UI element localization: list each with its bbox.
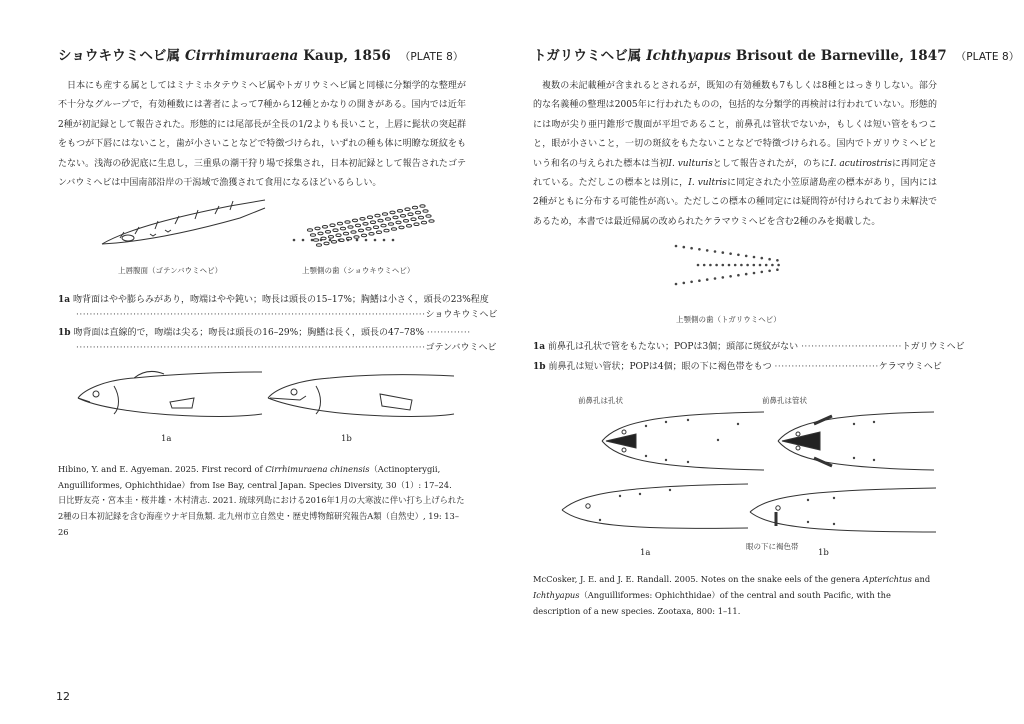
right-reference-1-pre: McCosker, J. E. and J. E. Randall. 2005. Notes on the snake eels of the genera	[533, 574, 863, 584]
tooth-mark	[745, 273, 748, 276]
left-reference-1-post: （Actinopterygii, Anguilliformes, Ophichthidae）from Ise Bay, central Japan. Species Diversity, 30（1）: 17–24.	[58, 464, 452, 490]
right-intro-species-2: I. acutirostris	[830, 158, 892, 169]
left-reference-1-ital: Cirrhimuraena chinensis	[265, 464, 370, 474]
tooth-mark	[343, 232, 348, 235]
upper-jaw-teeth-illustration	[290, 200, 440, 250]
right-heading	[533, 44, 1019, 64]
tooth-mark	[768, 258, 771, 261]
left-heading-plate: （PLATE 8）	[399, 51, 464, 63]
tooth-mark	[761, 257, 764, 260]
right-heading-genus: Ichthyapus	[646, 48, 732, 64]
left-intro: 日本にも産する属としてはミナミホタテウミヘビ属やトガリウミヘビ属と同様に分類学的な整理が不十分なグループで，有効種数には著者によって7種から12種とかなりの開きがある。国内では近年2種が初記録として報告された。形態的には尾部長が全長の1/2よりも長いこと，上唇に髭状の突起群をもつが下唇にはないこと，歯が小さいことなどで特徴づけられ，いずれの種も体に明瞭な斑紋をもたない。浅海の砂泥底に生息し，三重県の潮干狩り場で採集され，日本初記録として報告されたゴテンバウミヘビは中国南部沿岸の干潟域で漁獲されて食用になるほどいるらしい。	[58, 81, 466, 189]
tooth-mark	[315, 227, 320, 230]
tooth-mark	[403, 220, 408, 223]
tooth-mark	[698, 279, 701, 282]
tooth-mark	[737, 254, 740, 257]
right-reference-1-mid: and	[911, 574, 931, 584]
left-reference-2: 日比野友亮・宮本圭・桜井雄・木村清志. 2021. 琉球列島における2016年1月の大寒波に伴い打ち上げられた2種の日本初記録を含む海産ウナギ目魚類. 北九州市立自然史・歴史博物館研究報告A類（自然史）, 19: 13–26	[58, 495, 465, 537]
head-1a-lateral-illustration	[560, 480, 750, 540]
left-key-1b-name: ゴテンバウミヘビ	[425, 343, 497, 353]
tooth-mark	[307, 229, 312, 232]
tooth-mark	[391, 228, 396, 231]
left-fig-label-1b: 1b	[341, 434, 352, 444]
tooth-mark	[363, 223, 368, 226]
eel-1a-illustration	[74, 362, 264, 424]
tooth-mark	[302, 239, 305, 242]
right-key-1b-id: 1b	[533, 362, 546, 372]
upper-lip-illustration	[100, 198, 270, 253]
tooth-mark	[675, 245, 678, 248]
tooth-mark	[697, 264, 700, 267]
tooth-mark	[761, 271, 764, 274]
tooth-mark	[706, 278, 709, 281]
tooth-mark	[405, 208, 410, 211]
tooth-mark	[399, 226, 404, 229]
left-reference-1	[58, 462, 468, 494]
eel-1b-illustration	[266, 362, 456, 424]
tooth-mark	[734, 264, 737, 267]
tooth-mark	[322, 226, 327, 229]
tooth-mark	[388, 223, 393, 226]
right-intro-mid-1: として報告されたが，のちに	[712, 158, 831, 169]
tooth-mark	[753, 256, 756, 259]
tooth-mark	[313, 239, 318, 242]
tooth-mark	[706, 249, 709, 252]
tooth-mark	[737, 274, 740, 277]
left-key-1b-line2: ········································································································ゴテンバウミヘビ	[76, 343, 497, 353]
tooth-mark	[698, 248, 701, 251]
tooth-mark	[714, 250, 717, 253]
right-key-1a-id: 1a	[533, 342, 546, 352]
tooth-mark	[714, 277, 717, 280]
tooth-mark	[325, 231, 330, 234]
tooth-mark	[390, 211, 395, 214]
tooth-mark	[367, 216, 372, 219]
tooth-mark	[330, 224, 335, 227]
tooth-mark	[421, 221, 426, 224]
tooth-mark	[352, 219, 357, 222]
right-intro	[533, 77, 937, 232]
tooth-mark	[776, 259, 779, 262]
tooth-mark	[690, 247, 693, 250]
tooth-mark	[414, 223, 419, 226]
tooth-mark	[318, 232, 323, 235]
tooth-mark	[378, 219, 383, 222]
right-key-1a-name: トガリウミヘビ	[901, 342, 965, 352]
right-key-1b-text: 前鼻孔は短い管状；POPは4個；眼の下に褐色帯をもつ	[548, 362, 772, 372]
left-heading-genus: Cirrhimuraena	[184, 48, 299, 64]
left-heading-jp: ショウキウミヘビ属	[58, 48, 181, 64]
annotation-nostril-tube: 前鼻孔は管状	[762, 396, 807, 405]
tooth-mark	[381, 224, 386, 227]
tooth-mark	[331, 241, 336, 244]
tooth-mark	[728, 264, 731, 267]
tooth-mark	[683, 246, 686, 249]
tooth-mark	[703, 264, 706, 267]
tooth-mark	[777, 264, 780, 267]
tooth-mark	[360, 218, 365, 221]
tooth-mark	[411, 218, 416, 221]
right-fig-label-1b: 1b	[818, 548, 829, 558]
tooth-mark	[740, 264, 743, 267]
tooth-mark	[393, 216, 398, 219]
tooth-mark	[426, 215, 431, 218]
tooth-mark	[715, 264, 718, 267]
right-intro-pre: 複数の未記載種が含まれるとされるが，既知の有効種数も7もしくは8種とはっきりしない。部分的な名義種の整理は2005年に行われたものの，包括的な分類学的再検討は行われていない。形態的には吻が尖り亜円錐形で腹面が平坦であること，前鼻孔は管状でないか，もしくは短い管をもつこと，眼が小さいこと，一切の斑紋をもたないことなどで特徴づけられる。国内でトガリウミヘビという和名の与えられた標本は当初	[533, 81, 937, 169]
tooth-mark	[722, 264, 725, 267]
right-heading-plate: （PLATE 8）	[955, 51, 1020, 63]
tooth-mark	[311, 239, 314, 242]
tooth-mark	[365, 239, 368, 242]
annotation-brown-band: 眼の下に褐色帯	[746, 542, 799, 551]
tooth-mark	[354, 236, 359, 239]
left-key-1b-text: 吻背面は直線的で，吻端は尖る；吻長は頭長の16–29%；胸鰭は長く，頭長の47–78%	[73, 328, 424, 338]
tooth-mark	[729, 275, 732, 278]
tooth-mark	[683, 282, 686, 285]
tooth-mark	[675, 283, 678, 286]
head-1b-dorsal-illustration	[774, 410, 944, 472]
left-fig-label-1a: 1a	[161, 434, 172, 444]
right-reference-1	[533, 572, 938, 619]
tooth-mark	[373, 226, 378, 229]
tooth-mark	[722, 276, 725, 279]
tooth-mark	[765, 264, 768, 267]
right-key-1a-text: 前鼻孔は孔状で管をもたない；POPは3個；頭部に斑紋がない	[547, 342, 799, 352]
tooth-mark	[776, 268, 779, 271]
right-key-1a: 1a 前鼻孔は孔状で管をもたない；POPは3個；頭部に斑紋がない ······························トガリウミヘビ	[533, 342, 965, 352]
tooth-mark	[690, 281, 693, 284]
tooth-mark	[400, 215, 405, 218]
tooth-mark	[423, 210, 428, 213]
right-reference-1-ital: Apterichtus	[862, 574, 912, 584]
tooth-mark	[376, 231, 381, 234]
tooth-mark	[753, 264, 756, 267]
left-key-1a-text: 吻背面はやや膨らみがあり，吻端はやや鈍い；吻長は頭長の15–17%；胸鰭は小さく，頭長の23%程度	[72, 295, 489, 305]
right-reference-1-post: （Anguilliformes: Ophichthidae）of the central and south Pacific, with the description of a new species. Zootaxa, 800: 1–11.	[533, 589, 891, 616]
tooth-mark	[351, 231, 356, 234]
tooth-mark	[347, 239, 350, 242]
left-key-1a-name: ショウキウミヘビ	[425, 310, 498, 320]
tooth-mark	[415, 211, 420, 214]
tooth-mark	[420, 205, 425, 208]
tooth-mark	[722, 251, 725, 254]
tooth-mark	[412, 206, 417, 209]
tooth-mark	[356, 239, 359, 242]
left-key-1a-id: 1a	[58, 295, 71, 305]
head-1b-lateral-illustration	[748, 486, 938, 546]
tooth-mark	[329, 239, 332, 242]
tooth-mark	[337, 222, 342, 225]
tooth-mark	[397, 210, 402, 213]
right-caption-teeth: 上顎側の歯（トガリウミヘビ）	[676, 315, 781, 324]
tooth-mark	[366, 228, 371, 231]
right-reference-1-ital2: Ichthyapus	[533, 589, 580, 600]
right-fig-label-1a: 1a	[640, 548, 651, 558]
tooth-mark	[429, 220, 434, 223]
head-1a-dorsal-illustration	[598, 410, 768, 472]
page-number: 12	[56, 690, 70, 703]
tooth-mark	[328, 236, 333, 239]
left-caption-upper-lip: 上唇腹面（ゴテンバウミヘビ）	[118, 266, 223, 275]
left-key-1b: 1b 吻背面は直線的で，吻端は尖る；吻長は頭長の16–29%；胸鰭は長く，頭長の47–78% ·············	[58, 328, 471, 338]
left-heading-author: Kaup, 1856	[303, 48, 391, 64]
right-key-1b: 1b 前鼻孔は短い管状；POPは4個；眼の下に褐色帯をもつ ·······························ケラマウミヘビ	[533, 362, 942, 372]
tooth-mark	[408, 213, 413, 216]
tooth-mark	[316, 244, 321, 247]
tooth-mark	[392, 239, 395, 242]
tooth-mark	[406, 225, 411, 228]
right-heading-jp: トガリウミヘビ属	[533, 48, 642, 64]
right-intro-species-1: I. vulturis	[668, 158, 713, 169]
right-intro-species-3: I. vultris	[688, 178, 727, 189]
tooth-mark	[361, 234, 366, 237]
tooth-mark	[418, 216, 423, 219]
tooth-mark	[374, 239, 377, 242]
left-key-1a-line2: ········································································································ショウキウミヘビ	[76, 310, 498, 320]
tooth-mark	[384, 229, 389, 232]
tooth-mark	[345, 221, 350, 224]
tooth-mark	[383, 239, 386, 242]
tooth-mark	[709, 264, 712, 267]
left-key-1b-id: 1b	[58, 328, 71, 338]
tooth-mark	[745, 255, 748, 258]
tooth-mark	[293, 239, 296, 242]
tooth-mark	[324, 242, 329, 245]
tooth-mark	[358, 229, 363, 232]
tooth-mark	[369, 233, 374, 236]
right-intro-post: に同定された小笠原諸島産の標本があり，国内には2種がともに分布する可能性が高い。ただしこの標本の種同定には疑問符が付けられており未解決であるため，本書では最近帰属の改められたケラマウミヘビを含む2種のみを掲載した。	[533, 178, 937, 227]
tooth-mark	[771, 264, 774, 267]
tooth-mark	[396, 221, 401, 224]
tooth-mark	[348, 226, 353, 229]
left-reference-1-pre: Hibino, Y. and E. Agyeman. 2025. First record of	[58, 464, 266, 474]
tooth-mark	[768, 270, 771, 273]
left-caption-teeth: 上顎側の歯（ショウキウミヘビ）	[302, 266, 415, 275]
tooth-mark	[759, 264, 762, 267]
tooth-mark	[370, 221, 375, 224]
tooth-mark	[746, 264, 749, 267]
right-heading-author: Brisout de Barneville, 1847	[735, 48, 947, 64]
tooth-mark	[333, 229, 338, 232]
tooth-mark	[336, 234, 341, 237]
ichthyapus-teeth-illustration	[672, 240, 792, 290]
tooth-mark	[320, 239, 323, 242]
tooth-mark	[385, 218, 390, 221]
tooth-mark	[338, 239, 341, 242]
tooth-mark	[729, 252, 732, 255]
tooth-mark	[382, 213, 387, 216]
annotation-nostril-pore: 前鼻孔は孔状	[578, 396, 623, 405]
tooth-mark	[340, 227, 345, 230]
tooth-mark	[355, 224, 360, 227]
right-intro-mid-2: に再同定されている。ただしこの標本とは別に，	[533, 158, 937, 189]
left-heading	[58, 44, 464, 64]
tooth-mark	[375, 214, 380, 217]
tooth-mark	[310, 234, 315, 237]
right-key-1b-name: ケラマウミヘビ	[878, 362, 942, 372]
tooth-mark	[753, 272, 756, 275]
